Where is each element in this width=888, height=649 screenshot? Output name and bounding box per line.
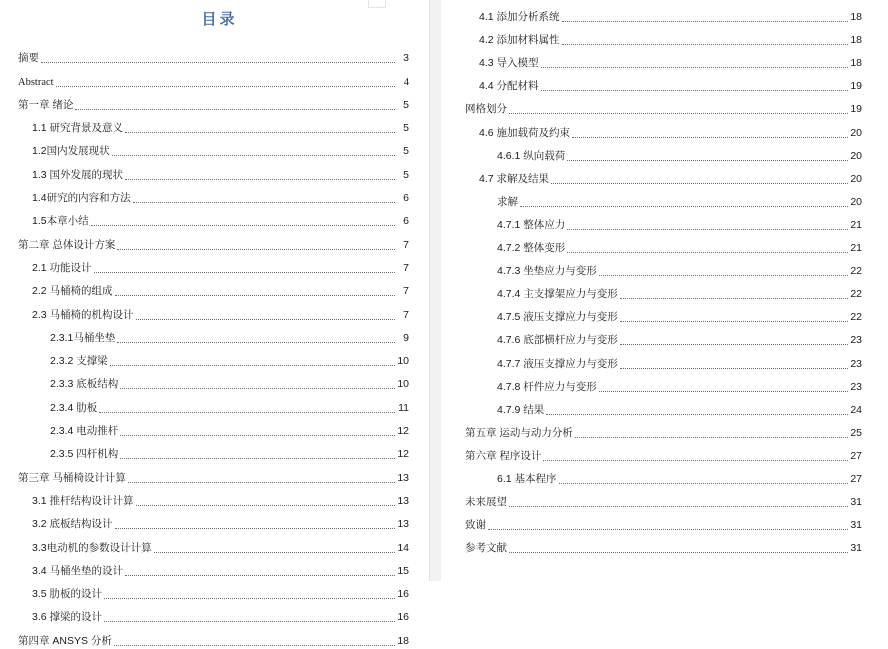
toc-entry[interactable] — [497, 279, 862, 302]
toc-entry[interactable] — [18, 625, 409, 648]
toc-entry[interactable] — [32, 159, 409, 182]
toc-entry-page-number: 20 — [850, 172, 862, 185]
toc-entry[interactable] — [497, 233, 862, 256]
toc-entry-label: 4.6 施加载荷及约束 — [479, 126, 571, 139]
toc-entry-label: 2.3.5 四杆机构 — [50, 448, 119, 461]
toc-leader-dots — [562, 20, 848, 22]
toc-entry[interactable] — [50, 392, 409, 415]
toc-entry[interactable] — [497, 210, 862, 233]
toc-entry-page-number: 6 — [403, 192, 409, 205]
toc-entry-page-number: 10 — [397, 378, 409, 391]
toc-entry-label: 第一章 绪论 — [18, 98, 74, 111]
toc-leader-dots — [133, 201, 395, 203]
toc-entry[interactable] — [32, 299, 409, 322]
toc-entry[interactable] — [32, 532, 409, 555]
toc-list-right — [441, 0, 888, 556]
toc-entry-label: 3.5 肋板的设计 — [32, 588, 103, 601]
toc-leader-dots — [104, 620, 395, 622]
toc-entry-label: 2.3.4 电动推杆 — [50, 425, 119, 438]
toc-leader-dots — [115, 294, 395, 296]
toc-entry-page-number: 22 — [850, 311, 862, 324]
toc-leader-dots — [128, 481, 395, 483]
toc-leader-dots — [115, 527, 395, 529]
toc-entry[interactable] — [479, 2, 862, 25]
toc-leader-dots — [520, 205, 848, 207]
toc-entry-page-number: 16 — [397, 611, 409, 624]
toc-leader-dots — [599, 390, 848, 392]
toc-entry-page-number: 27 — [850, 472, 862, 485]
toc-leader-dots — [125, 574, 395, 576]
toc-entry-label: 4.7.7 液压支撑应力与变形 — [497, 357, 618, 370]
toc-leader-dots — [572, 136, 848, 138]
toc-entry[interactable] — [32, 556, 409, 579]
toc-entry-label: 3.3电动机的参数设计计算 — [32, 541, 152, 554]
toc-entry-label: 4.6.1 纵向载荷 — [497, 149, 566, 162]
toc-entry[interactable] — [497, 187, 862, 210]
toc-entry-label: 参考文献 — [465, 542, 507, 555]
toc-entry-label: 4.4 分配材料 — [479, 80, 539, 93]
toc-leader-dots — [559, 482, 848, 484]
toc-entry[interactable] — [479, 164, 862, 187]
toc-entry-page-number: 11 — [398, 401, 409, 414]
toc-entry-page-number: 5 — [403, 98, 409, 111]
toc-entry-label: 4.1 添加分析系统 — [479, 11, 560, 24]
toc-entry-page-number: 21 — [850, 218, 862, 231]
toc-leader-dots — [99, 411, 395, 413]
toc-entry[interactable] — [32, 113, 409, 136]
toc-entry[interactable] — [465, 533, 862, 556]
toc-entry-label: 2.3.4 肋板 — [50, 401, 98, 414]
toc-leader-dots — [567, 228, 848, 230]
toc-entry-page-number: 12 — [397, 425, 409, 438]
toc-entry[interactable] — [32, 276, 409, 299]
toc-leader-dots — [136, 318, 395, 320]
toc-leader-dots — [546, 413, 848, 415]
toc-entry-page-number: 27 — [850, 449, 862, 462]
toc-leader-dots — [94, 271, 395, 273]
toc-entry-page-number: 7 — [403, 261, 409, 274]
page-title: 目录 — [201, 12, 238, 28]
toc-entry-label: 1.1 研究背景及意义 — [32, 122, 124, 135]
toc-leader-dots — [154, 551, 395, 553]
toc-entry-label: 求解 — [497, 195, 518, 208]
toc-leader-dots — [543, 459, 848, 461]
toc-leader-dots — [104, 597, 395, 599]
toc-entry[interactable] — [497, 141, 862, 164]
toc-leader-dots — [125, 131, 395, 133]
toc-entry-label: 第三章 马桶椅设计计算 — [18, 471, 126, 484]
toc-entry[interactable] — [50, 416, 409, 439]
toc-entry-label: 1.3 国外发展的现状 — [32, 168, 124, 181]
toc-leader-dots — [41, 61, 395, 63]
toc-entry[interactable] — [32, 509, 409, 532]
toc-leader-dots — [120, 434, 395, 436]
toc-entry-page-number: 18 — [397, 634, 409, 647]
toc-entry-page-number: 21 — [850, 242, 862, 255]
toc-entry-label: 致谢 — [465, 519, 486, 532]
toc-entry-page-number: 19 — [850, 80, 862, 93]
toc-entry-page-number: 7 — [403, 285, 409, 298]
toc-entry-page-number: 19 — [850, 103, 862, 116]
toc-entry[interactable] — [497, 256, 862, 279]
page-edge-mark — [368, 0, 386, 8]
toc-leader-dots — [112, 154, 395, 156]
toc-entry[interactable] — [497, 325, 862, 348]
toc-entry[interactable] — [50, 439, 409, 462]
toc-leader-dots — [75, 108, 395, 110]
toc-entry-label: 2.1 功能设计 — [32, 261, 92, 274]
document-page-right — [441, 0, 888, 581]
toc-entry-page-number: 31 — [850, 519, 862, 532]
toc-entry-page-number: 20 — [850, 126, 862, 139]
toc-entry-label: 2.3.2 支撑梁 — [50, 355, 108, 368]
toc-entry[interactable] — [497, 348, 862, 371]
toc-entry[interactable] — [479, 71, 862, 94]
toc-leader-dots — [509, 551, 848, 553]
toc-entry-label: 1.4研究的内容和方法 — [32, 192, 131, 205]
toc-entry[interactable] — [50, 346, 409, 369]
toc-entry-label: 4.2 添加材料属性 — [479, 34, 560, 47]
toc-leader-dots — [509, 112, 848, 114]
toc-leader-dots — [488, 528, 848, 530]
toc-entry-page-number: 13 — [397, 518, 409, 531]
toc-entry-label: 第二章 总体设计方案 — [18, 238, 116, 251]
toc-entry-label: 网格划分 — [465, 103, 507, 116]
toc-leader-dots — [620, 343, 848, 345]
toc-leader-dots — [567, 251, 848, 253]
toc-entry[interactable] — [18, 229, 409, 252]
toc-leader-dots — [562, 43, 848, 45]
toc-leader-dots — [541, 89, 848, 91]
toc-entry-label: 1.2国内发展现状 — [32, 145, 110, 158]
toc-entry[interactable] — [50, 323, 409, 346]
toc-entry-label: 3.1 推杆结构设计计算 — [32, 494, 134, 507]
toc-entry-page-number: 9 — [403, 331, 409, 344]
toc-entry-page-number: 22 — [850, 288, 862, 301]
toc-entry-label: 4.7.9 结果 — [497, 403, 545, 416]
toc-entry[interactable] — [32, 579, 409, 602]
toc-entry-page-number: 15 — [397, 564, 409, 577]
toc-entry-label: 4.7.4 主支撑架应力与变形 — [497, 288, 618, 301]
toc-entry-page-number: 20 — [850, 149, 862, 162]
toc-entry[interactable] — [465, 487, 862, 510]
toc-leader-dots — [117, 341, 395, 343]
toc-entry-label: 3.2 底板结构设计 — [32, 518, 113, 531]
toc-leader-dots — [551, 182, 848, 184]
toc-entry-page-number: 22 — [850, 265, 862, 278]
toc-entry-label: 4.7.8 杆件应力与变形 — [497, 380, 597, 393]
toc-entry-label: 未来展望 — [465, 496, 507, 509]
toc-entry-page-number: 20 — [850, 195, 862, 208]
toc-entry-label: 3.6 撑梁的设计 — [32, 611, 103, 624]
toc-entry-label: 第五章 运动与动力分析 — [465, 426, 573, 439]
toc-entry-label: 4.3 导入模型 — [479, 57, 539, 70]
toc-entry[interactable] — [32, 206, 409, 229]
toc-entry-label: 4.7.1 整体应力 — [497, 218, 566, 231]
toc-list-left — [0, 43, 439, 649]
toc-entry-page-number: 13 — [397, 471, 409, 484]
toc-leader-dots — [91, 224, 395, 226]
toc-leader-dots — [620, 367, 848, 369]
toc-leader-dots — [110, 364, 395, 366]
toc-entry-page-number: 4 — [403, 76, 409, 88]
toc-entry-page-number: 6 — [403, 215, 409, 228]
toc-entry-label: 第四章 ANSYS 分析 — [18, 634, 112, 647]
toc-entry[interactable] — [32, 183, 409, 206]
toc-entry-page-number: 18 — [850, 11, 862, 24]
toc-entry-label: 4.7.2 整体变形 — [497, 242, 566, 255]
toc-leader-dots — [136, 504, 395, 506]
toc-entry[interactable] — [18, 462, 409, 485]
toc-entry[interactable] — [32, 253, 409, 276]
toc-leader-dots — [599, 274, 848, 276]
toc-entry[interactable] — [497, 464, 862, 487]
toc-entry[interactable] — [497, 395, 862, 418]
toc-entry[interactable] — [32, 602, 409, 625]
toc-entry[interactable] — [18, 43, 409, 66]
toc-entry[interactable] — [465, 441, 862, 464]
toc-entry-page-number: 16 — [397, 588, 409, 601]
toc-entry-page-number: 23 — [850, 380, 862, 393]
toc-entry[interactable] — [18, 90, 409, 113]
toc-entry-page-number: 23 — [850, 357, 862, 370]
toc-entry-page-number: 5 — [403, 122, 409, 135]
toc-entry-page-number: 3 — [403, 52, 409, 65]
toc-leader-dots — [117, 248, 395, 250]
toc-leader-dots — [620, 320, 848, 322]
toc-entry-label: 2.3.3 底板结构 — [50, 378, 119, 391]
document-page-left — [0, 0, 440, 647]
toc-leader-dots — [509, 505, 848, 507]
toc-leader-dots — [575, 436, 848, 438]
toc-entry-label: 3.4 马桶坐垫的设计 — [32, 564, 124, 577]
toc-entry-label: 4.7.6 底部横杆应力与变形 — [497, 334, 618, 347]
toc-entry-page-number: 24 — [850, 403, 862, 416]
toc-entry-label: 4.7.5 液压支撑应力与变形 — [497, 311, 618, 324]
toc-entry-page-number: 10 — [397, 355, 409, 368]
toc-leader-dots — [114, 644, 395, 646]
toc-entry-page-number: 14 — [397, 541, 409, 554]
toc-leader-dots — [120, 387, 395, 389]
toc-entry[interactable] — [497, 372, 862, 395]
toc-entry-page-number: 31 — [850, 542, 862, 555]
toc-entry-page-number: 13 — [397, 494, 409, 507]
toc-leader-dots — [120, 457, 395, 459]
toc-entry[interactable] — [32, 136, 409, 159]
toc-entry-label: Abstract — [18, 76, 54, 88]
toc-entry-page-number: 18 — [850, 57, 862, 70]
toc-entry-page-number: 25 — [850, 426, 862, 439]
toc-entry-label: 2.2 马桶椅的组成 — [32, 285, 113, 298]
toc-entry-page-number: 7 — [403, 308, 409, 321]
toc-leader-dots — [125, 178, 395, 180]
toc-leader-dots — [620, 297, 848, 299]
toc-entry-page-number: 23 — [850, 334, 862, 347]
toc-entry-page-number: 7 — [403, 238, 409, 251]
toc-entry-label: 1.5本章小结 — [32, 215, 89, 228]
toc-entry[interactable] — [479, 25, 862, 48]
toc-entry-label: 2.3.1马桶坐垫 — [50, 331, 116, 344]
toc-entry[interactable] — [465, 418, 862, 441]
toc-entry[interactable] — [465, 94, 862, 117]
toc-entry[interactable] — [32, 486, 409, 509]
toc-entry-page-number: 31 — [850, 496, 862, 509]
toc-entry-label: 4.7.3 坐垫应力与变形 — [497, 265, 597, 278]
toc-entry[interactable] — [465, 510, 862, 533]
toc-entry-label: 2.3 马桶椅的机构设计 — [32, 308, 134, 321]
toc-entry-label: 4.7 求解及结果 — [479, 172, 550, 185]
toc-entry-label: 6.1 基本程序 — [497, 472, 557, 485]
toc-leader-dots — [567, 159, 848, 161]
toc-entry-label: 第六章 程序设计 — [465, 449, 542, 462]
toc-leader-dots — [56, 85, 395, 87]
toc-entry[interactable] — [479, 48, 862, 71]
toc-entry-page-number: 12 — [397, 448, 409, 461]
toc-entry-label: 摘要 — [18, 52, 39, 65]
toc-entry-page-number: 5 — [403, 168, 409, 181]
toc-entry[interactable] — [497, 302, 862, 325]
toc-entry-page-number: 5 — [403, 145, 409, 158]
toc-entry[interactable] — [479, 117, 862, 140]
toc-entry[interactable] — [50, 369, 409, 392]
toc-entry[interactable] — [18, 66, 409, 89]
toc-entry-page-number: 18 — [850, 34, 862, 47]
toc-leader-dots — [541, 66, 848, 68]
